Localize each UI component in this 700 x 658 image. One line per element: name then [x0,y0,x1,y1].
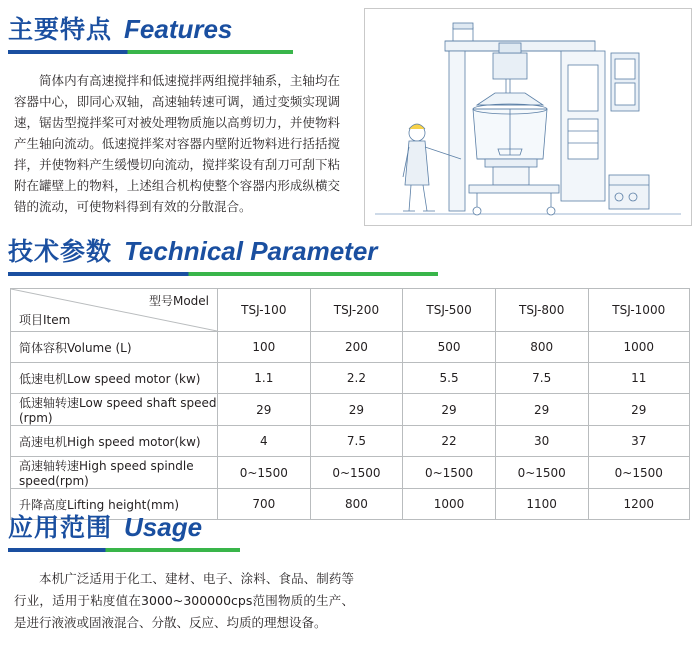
row-label-5: 升降高度Lifting height(mm) [11,489,218,520]
usage-section [0,508,420,634]
cell-1-2: 5.5 [403,363,496,394]
usage-heading-en: Usage [124,512,203,542]
cell-0-3: 800 [495,332,588,363]
disperser-line-drawing-icon [365,9,691,225]
row-label-4: 高速轴转速High speed spindle speed(rpm) [11,457,218,489]
cell-1-1: 2.2 [310,363,403,394]
cell-3-3: 30 [495,426,588,457]
cell-3-4: 37 [588,426,690,457]
technical-parameter-table [10,288,690,520]
features-section [0,10,352,217]
column-header-3: TSJ-800 [495,289,588,332]
cell-3-1: 7.5 [310,426,403,457]
usage-heading-cn: 应用范围 [8,513,113,542]
cell-4-0: 0~1500 [218,457,311,489]
cell-4-4: 0~1500 [588,457,690,489]
table-corner-cell [11,289,218,332]
cell-5-2: 1000 [403,489,496,520]
table-row [11,363,690,394]
cell-3-0: 4 [218,426,311,457]
cell-0-2: 500 [403,332,496,363]
cell-2-0: 29 [218,394,311,426]
tech-heading-cn: 技术参数 [8,237,113,266]
cell-1-4: 11 [588,363,690,394]
cell-5-1: 800 [310,489,403,520]
cell-0-1: 200 [310,332,403,363]
table-row [11,426,690,457]
technical-parameter-section [0,232,700,520]
row-label-1: 低速电机Low speed motor (kw) [11,363,218,394]
cell-5-3: 1100 [495,489,588,520]
product-illustration [364,8,692,226]
features-heading-rule [8,50,293,54]
usage-body-text: 本机广泛适用于化工、建材、电子、涂料、食品、制药等行业，适用于粘度值在3000~300000cps范围物质的生产、是进行液液或固液混合、分散、反应、均质的理想设备。 [14,571,354,630]
features-heading [0,10,352,46]
table-header-row [11,289,690,332]
cell-0-4: 1000 [588,332,690,363]
cell-5-4: 1200 [588,489,690,520]
cell-2-4: 29 [588,394,690,426]
table-row [11,332,690,363]
tech-heading-rule [8,272,438,276]
column-header-4: TSJ-1000 [588,289,690,332]
features-heading-en: Features [124,14,233,44]
corner-model-label: 型号Model [148,294,209,308]
cell-5-0: 700 [218,489,311,520]
cell-2-2: 29 [403,394,496,426]
usage-heading [0,508,420,544]
cell-2-1: 29 [310,394,403,426]
features-heading-cn: 主要特点 [8,15,113,44]
corner-item-label: 项目Item [19,313,71,327]
column-header-2: TSJ-500 [403,289,496,332]
table-row [11,457,690,489]
row-label-0: 简体容积Volume (L) [11,332,218,363]
features-body-text: 简体内有高速搅拌和低速搅拌两组搅拌轴系，主轴均在容器中心，即同心双轴，高速轴转速可调，通过变频实现调速，锯齿型搅拌桨可对被处理物质施以高剪切力，并使物料产生轴向流动。低速搅拌桨对容器内壁附近物料进行括括搅拌，并使物料产生缓慢切向流动，搅拌桨设有刮刀可刮下粘附在罐壁上的物料，上述组合机构使整个容器内形成纵横交错的流动，可使物料得到有效的分散混合。 [14,73,340,214]
row-label-2: 低速轴转速Low speed shaft speed (rpm) [11,394,218,426]
tech-heading-en: Technical Parameter [124,236,378,266]
column-header-0: TSJ-100 [218,289,311,332]
cell-4-1: 0~1500 [310,457,403,489]
row-label-3: 高速电机High speed motor(kw) [11,426,218,457]
tech-heading [0,232,700,268]
cell-0-0: 100 [218,332,311,363]
table-row [11,394,690,426]
cell-3-2: 22 [403,426,496,457]
cell-4-2: 0~1500 [403,457,496,489]
cell-4-3: 0~1500 [495,457,588,489]
cell-2-3: 29 [495,394,588,426]
cell-1-3: 7.5 [495,363,588,394]
cell-1-0: 1.1 [218,363,311,394]
usage-heading-rule [8,548,240,552]
column-header-1: TSJ-200 [310,289,403,332]
